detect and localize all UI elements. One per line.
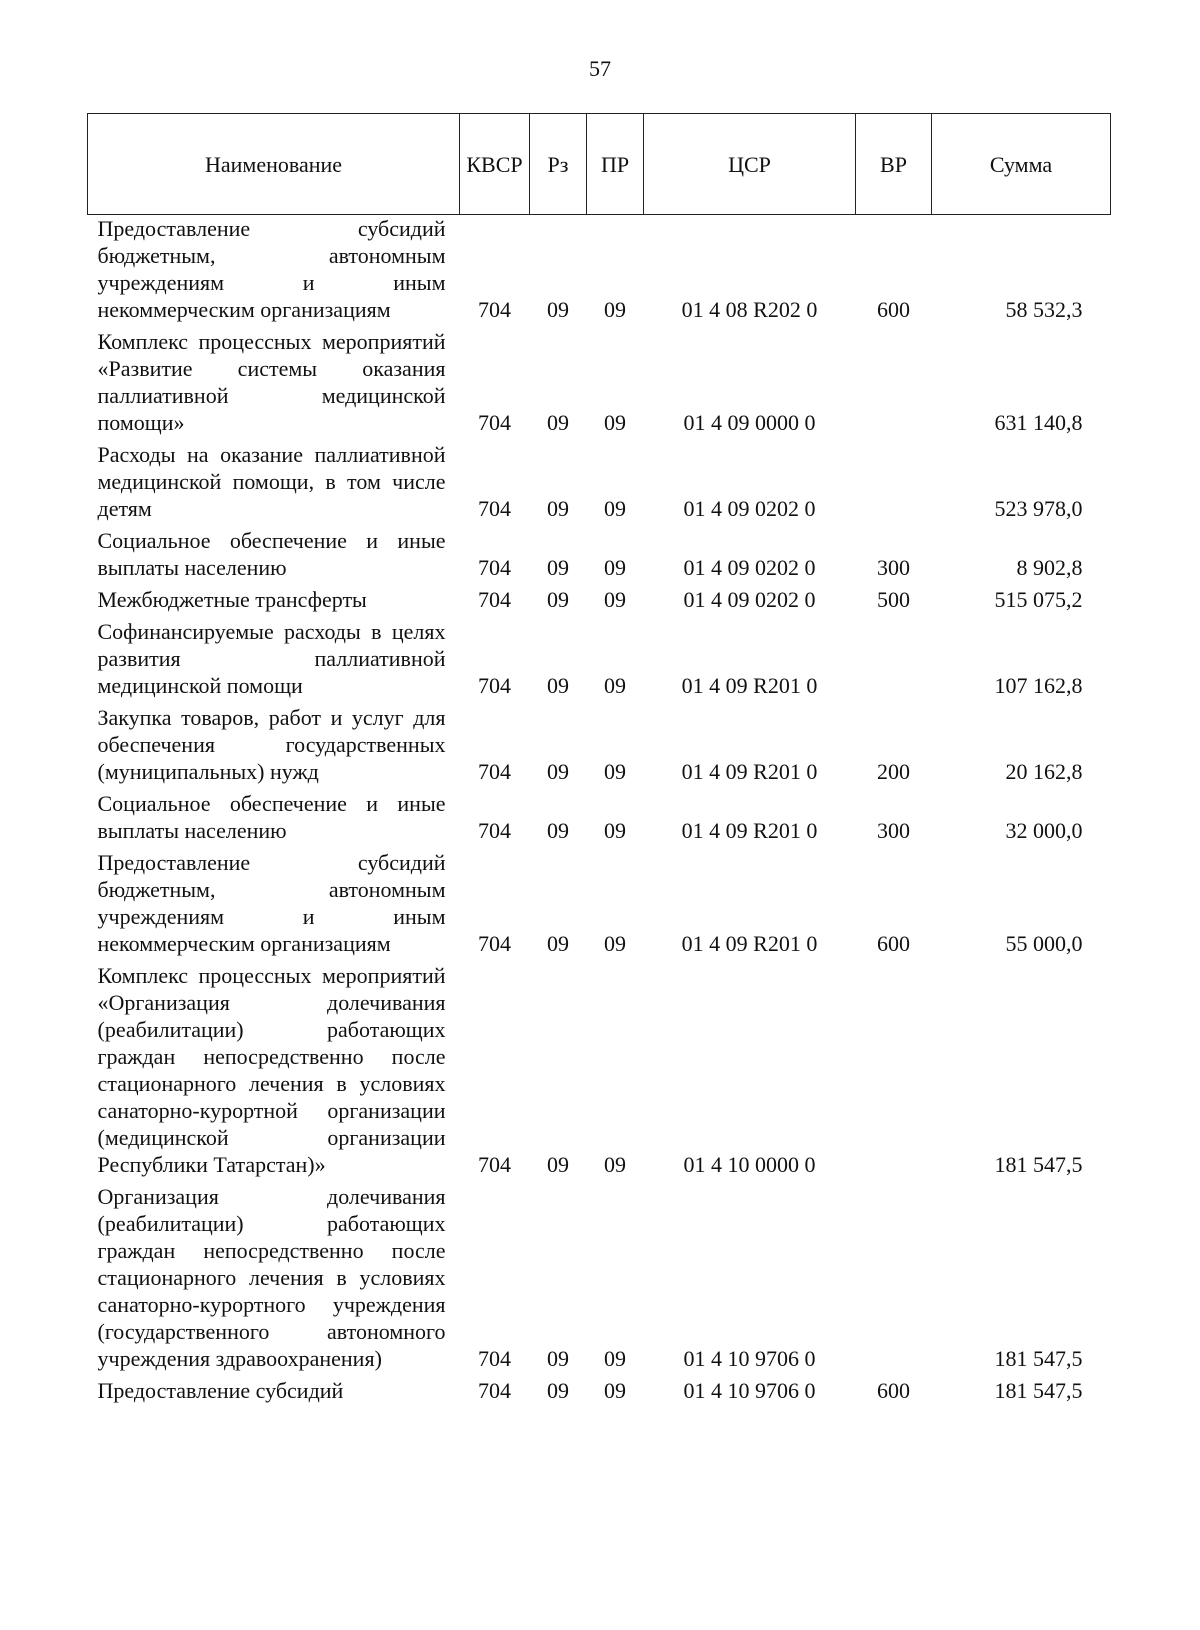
row-csr: 01 4 10 9706 0 [683,1346,816,1371]
row-name: Предоставление субсидий [97,1378,344,1403]
row-pr: 09 [604,496,626,521]
row-csr: 01 4 10 9706 0 [683,1378,816,1403]
table-body [88,215,1111,1410]
row-name: Организация долечивания (реабилитации) работающих граждан непосредственно после стационарного лечения в условиях санаторно-курортного учреждения (государственного автономного учреждения здравоохранения) [97,1184,446,1371]
row-pr: 09 [604,1346,626,1371]
row-rz: 09 [547,759,569,784]
table-row [88,1377,1111,1409]
table-row [88,962,1111,1183]
header-vr: ВР [856,114,932,215]
row-vr: 600 [877,1378,910,1403]
row-pr: 09 [604,1378,626,1403]
row-sum: 181 547,5 [994,1346,1083,1371]
row-sum: 523 978,0 [994,496,1083,521]
row-kvsr: 704 [478,759,511,784]
row-kvsr: 704 [478,1346,511,1371]
header-name: Наименование [88,114,460,215]
row-name: Предоставление субсидий бюджетным, автономным учреждениям и иным некоммерческим организациям [97,216,446,322]
row-csr: 01 4 09 0202 0 [683,496,816,521]
page-number: 57 [589,56,611,81]
row-pr: 09 [604,410,626,435]
row-csr: 01 4 09 R201 0 [681,759,818,784]
row-pr: 09 [604,818,626,843]
row-csr: 01 4 10 0000 0 [683,1152,816,1177]
row-name: Межбюджетные трансферты [97,587,367,612]
row-kvsr: 704 [478,555,511,580]
row-pr: 09 [604,673,626,698]
row-rz: 09 [547,931,569,956]
row-name: Предоставление субсидий бюджетным, автономным учреждениям и иным некоммерческим организациям [97,850,446,956]
row-csr: 01 4 09 R201 0 [681,931,818,956]
row-rz: 09 [547,1152,569,1177]
row-csr: 01 4 08 R202 0 [681,297,818,322]
row-sum: 631 140,8 [994,410,1083,435]
row-vr: 200 [877,759,910,784]
table-row [88,618,1111,704]
row-name: Комплекс процессных мероприятий «Организация долечивания (реабилитации) работающих граждан непосредственно после стационарного лечения в условиях санаторно-курортной организации (медицинской организации Республики Татарстан)» [97,963,446,1177]
row-sum: 55 000,0 [1005,931,1083,956]
table-row [88,849,1111,962]
row-sum: 32 000,0 [1005,818,1083,843]
table-row [88,441,1111,527]
row-vr: 500 [877,587,910,612]
table-row [88,328,1111,441]
row-kvsr: 704 [478,587,511,612]
row-kvsr: 704 [478,297,511,322]
row-csr: 01 4 09 0202 0 [683,555,816,580]
row-rz: 09 [547,410,569,435]
row-vr: 300 [877,555,910,580]
row-pr: 09 [604,555,626,580]
table-row [88,790,1111,849]
table-row [88,586,1111,618]
row-csr: 01 4 09 0000 0 [683,410,816,435]
row-name: Комплекс процессных мероприятий «Развитие системы оказания паллиативной медицинской помощи» [97,329,446,435]
row-csr: 01 4 09 R201 0 [681,818,818,843]
row-rz: 09 [547,587,569,612]
table-row [88,215,1111,329]
row-rz: 09 [547,496,569,521]
row-vr [856,1183,932,1377]
row-vr [856,328,932,441]
row-pr: 09 [604,931,626,956]
table-row [88,527,1111,586]
row-name: Социальное обеспечение и иные выплаты населению [97,791,446,843]
row-rz: 09 [547,555,569,580]
header-pr: ПР [587,114,644,215]
row-pr: 09 [604,1152,626,1177]
budget-table [87,113,1111,1409]
row-kvsr: 704 [478,410,511,435]
header-sum: Сумма [932,114,1111,215]
row-rz: 09 [547,297,569,322]
row-vr [856,962,932,1183]
row-name: Расходы на оказание паллиативной медицинской помощи, в том числе детям [97,442,446,521]
row-name: Закупка товаров, работ и услуг для обеспечения государственных (муниципальных) нужд [97,705,446,784]
row-rz: 09 [547,818,569,843]
row-kvsr: 704 [478,1378,511,1403]
row-rz: 09 [547,1346,569,1371]
table-header [88,114,1111,215]
row-vr [856,618,932,704]
row-pr: 09 [604,759,626,784]
row-vr: 300 [877,818,910,843]
row-pr: 09 [604,587,626,612]
row-rz: 09 [547,1378,569,1403]
row-sum: 181 547,5 [994,1378,1083,1403]
row-vr: 600 [877,297,910,322]
row-kvsr: 704 [478,1152,511,1177]
table-row [88,704,1111,790]
row-vr [856,441,932,527]
row-sum: 8 902,8 [1016,555,1083,580]
header-csr: ЦСР [644,114,856,215]
row-vr: 600 [877,931,910,956]
header-rz: Рз [530,114,587,215]
row-sum: 515 075,2 [994,587,1083,612]
row-name: Социальное обеспечение и иные выплаты населению [97,528,446,580]
header-kvsr: КВСР [460,114,530,215]
row-rz: 09 [547,673,569,698]
table-row [88,1183,1111,1377]
row-kvsr: 704 [478,673,511,698]
row-sum: 107 162,8 [994,673,1083,698]
row-csr: 01 4 09 0202 0 [683,587,816,612]
row-sum: 58 532,3 [1005,297,1083,322]
row-pr: 09 [604,297,626,322]
row-sum: 20 162,8 [1005,759,1083,784]
row-csr: 01 4 09 R201 0 [681,673,818,698]
row-kvsr: 704 [478,496,511,521]
row-kvsr: 704 [478,931,511,956]
row-name: Софинансируемые расходы в целях развития паллиативной медицинской помощи [97,619,446,698]
row-kvsr: 704 [478,818,511,843]
row-sum: 181 547,5 [994,1152,1083,1177]
